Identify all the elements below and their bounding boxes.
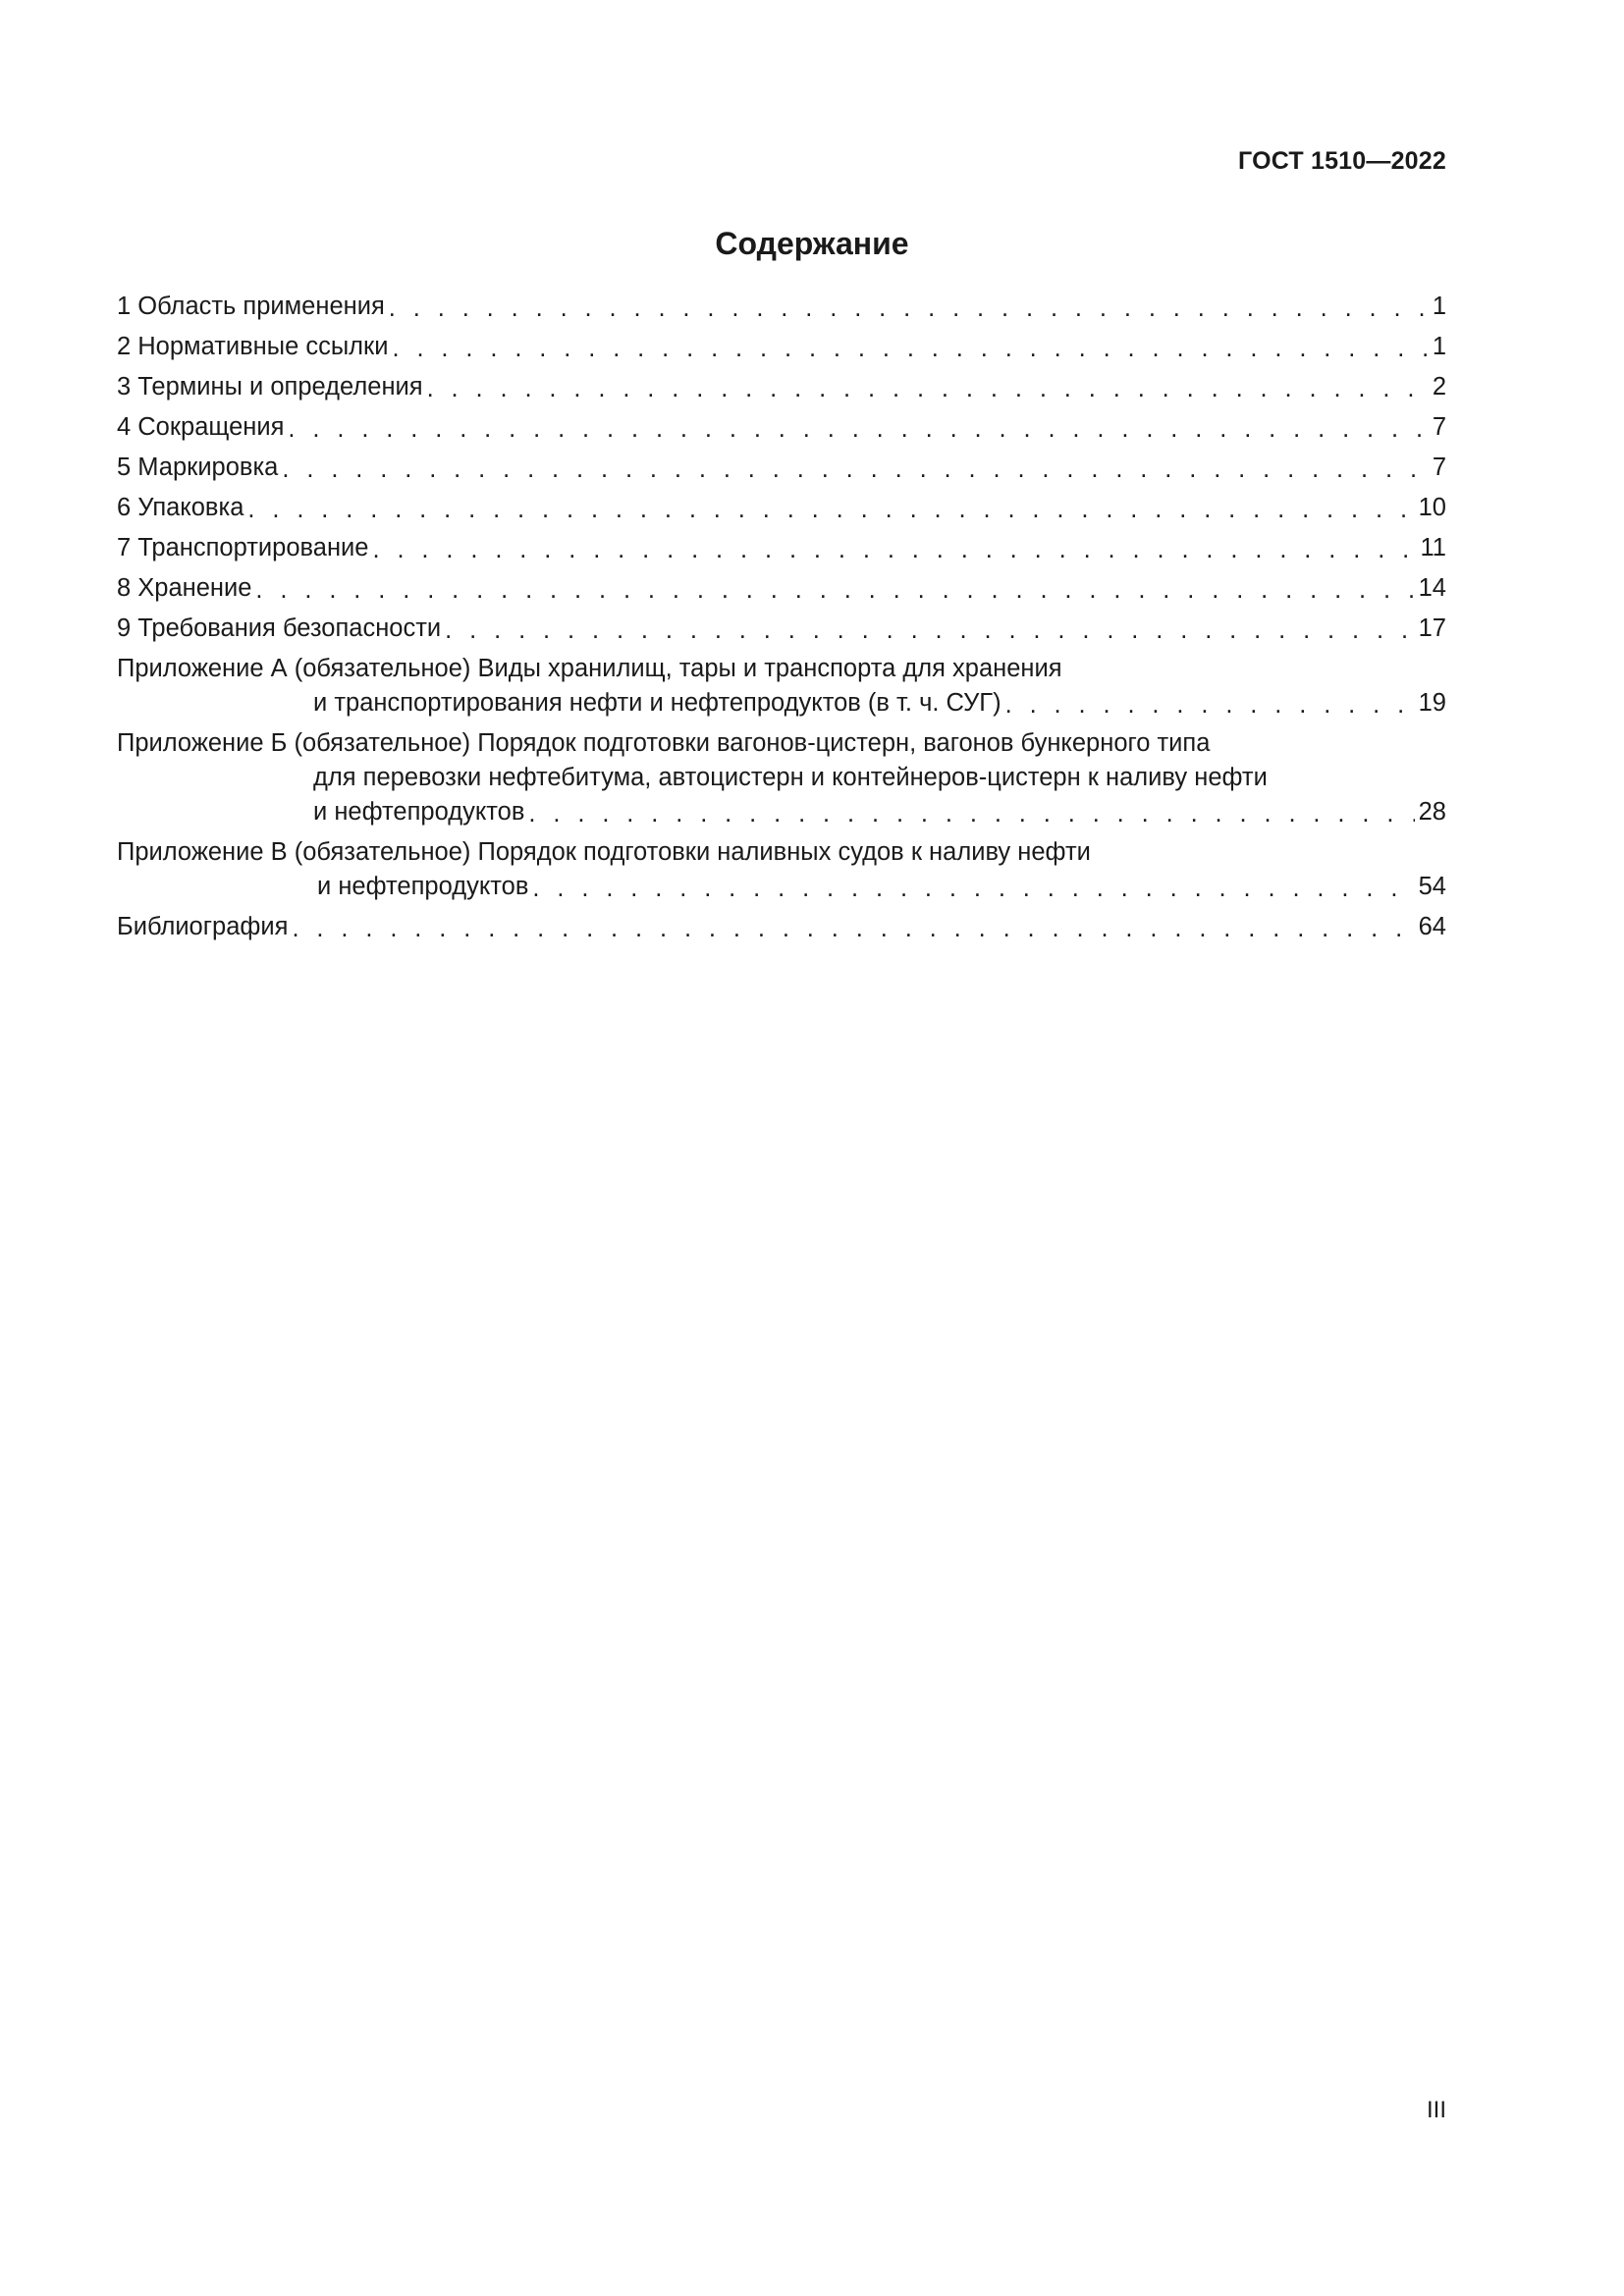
dot-leader	[372, 538, 1416, 563]
toc-entry-title-continued: и транспортирования нефти и нефтепродуктов (в т. ч. СУГ)	[313, 689, 1001, 717]
toc-entry-page: 2	[1432, 373, 1446, 400]
toc-entry[interactable]	[117, 367, 1446, 401]
toc-entry-title: Приложение Б (обязательное) Порядок подготовки вагонов-цистерн, вагонов бункерного типа	[117, 729, 1211, 757]
toc-entry[interactable]	[117, 609, 1446, 643]
toc-entry-title: 5 Маркировка	[117, 454, 279, 481]
dot-leader	[247, 498, 1414, 523]
dot-leader	[255, 578, 1414, 604]
dot-leader	[528, 802, 1414, 828]
toc-entry-title: 1 Область применения	[117, 293, 385, 320]
toc-entry-page: 64	[1418, 913, 1446, 940]
toc-entry[interactable]	[117, 407, 1446, 442]
document-code: ГОСТ 1510—2022	[1238, 147, 1446, 175]
toc-entry-title: Приложение В (обязательное) Порядок подготовки наливных судов к наливу нефти	[117, 838, 1091, 866]
toc-entry-title: 6 Упаковка	[117, 494, 244, 521]
dot-leader	[392, 337, 1428, 362]
toc-entry-page: 7	[1432, 413, 1446, 441]
toc-entry-title-continued: и нефтепродуктов	[313, 798, 525, 826]
dot-leader	[292, 917, 1414, 942]
toc-entry-appendix-b[interactable]	[117, 723, 1446, 827]
toc-entry-title: Приложение А (обязательное) Виды хранилищ, тары и транспорта для хранения	[117, 655, 1062, 682]
toc-entry[interactable]	[117, 568, 1446, 603]
toc-entry-title: 2 Нормативные ссылки	[117, 333, 389, 360]
dot-leader	[288, 417, 1428, 443]
toc-entry-title-continued: и нефтепродуктов	[317, 873, 529, 900]
toc-entry-title: Библиография	[117, 913, 289, 940]
toc-entry-page: 7	[1432, 454, 1446, 481]
toc-entry-page: 10	[1418, 494, 1446, 521]
toc-entry-page: 54	[1418, 873, 1446, 900]
toc-entry-title: 3 Термины и определения	[117, 373, 423, 400]
toc-entry-page: 19	[1418, 689, 1446, 717]
toc-entry-title: 9 Требования безопасности	[117, 614, 442, 642]
toc-entry-appendix-a[interactable]	[117, 649, 1446, 718]
toc-entry[interactable]	[117, 448, 1446, 482]
page-number: III	[1426, 2097, 1446, 2123]
toc-entry-title: 4 Сокращения	[117, 413, 285, 441]
dot-leader	[1005, 693, 1415, 719]
dot-leader	[389, 296, 1429, 322]
table-of-contents	[117, 287, 1446, 947]
toc-entry[interactable]	[117, 287, 1446, 321]
toc-entry-page: 1	[1432, 293, 1446, 320]
toc-entry[interactable]	[117, 488, 1446, 522]
toc-entry-page: 1	[1432, 333, 1446, 360]
toc-entry-title-continued: для перевозки нефтебитума, автоцистерн и контейнеров-цистерн к наливу нефти	[313, 764, 1268, 791]
toc-entry-title: 7 Транспортирование	[117, 534, 369, 561]
dot-leader	[445, 618, 1414, 644]
toc-entry-page: 14	[1418, 574, 1446, 602]
dot-leader	[532, 877, 1414, 902]
toc-title: Содержание	[715, 226, 909, 261]
toc-entry-appendix-v[interactable]	[117, 832, 1446, 901]
toc-entry-page: 11	[1420, 534, 1446, 561]
toc-entry-bibliography[interactable]	[117, 907, 1446, 941]
toc-entry[interactable]	[117, 327, 1446, 361]
dot-leader	[282, 457, 1428, 483]
toc-entry-page: 17	[1418, 614, 1446, 642]
toc-entry-page: 28	[1418, 798, 1446, 826]
dot-leader	[427, 377, 1429, 402]
toc-entry[interactable]	[117, 528, 1446, 562]
toc-entry-title: 8 Хранение	[117, 574, 252, 602]
